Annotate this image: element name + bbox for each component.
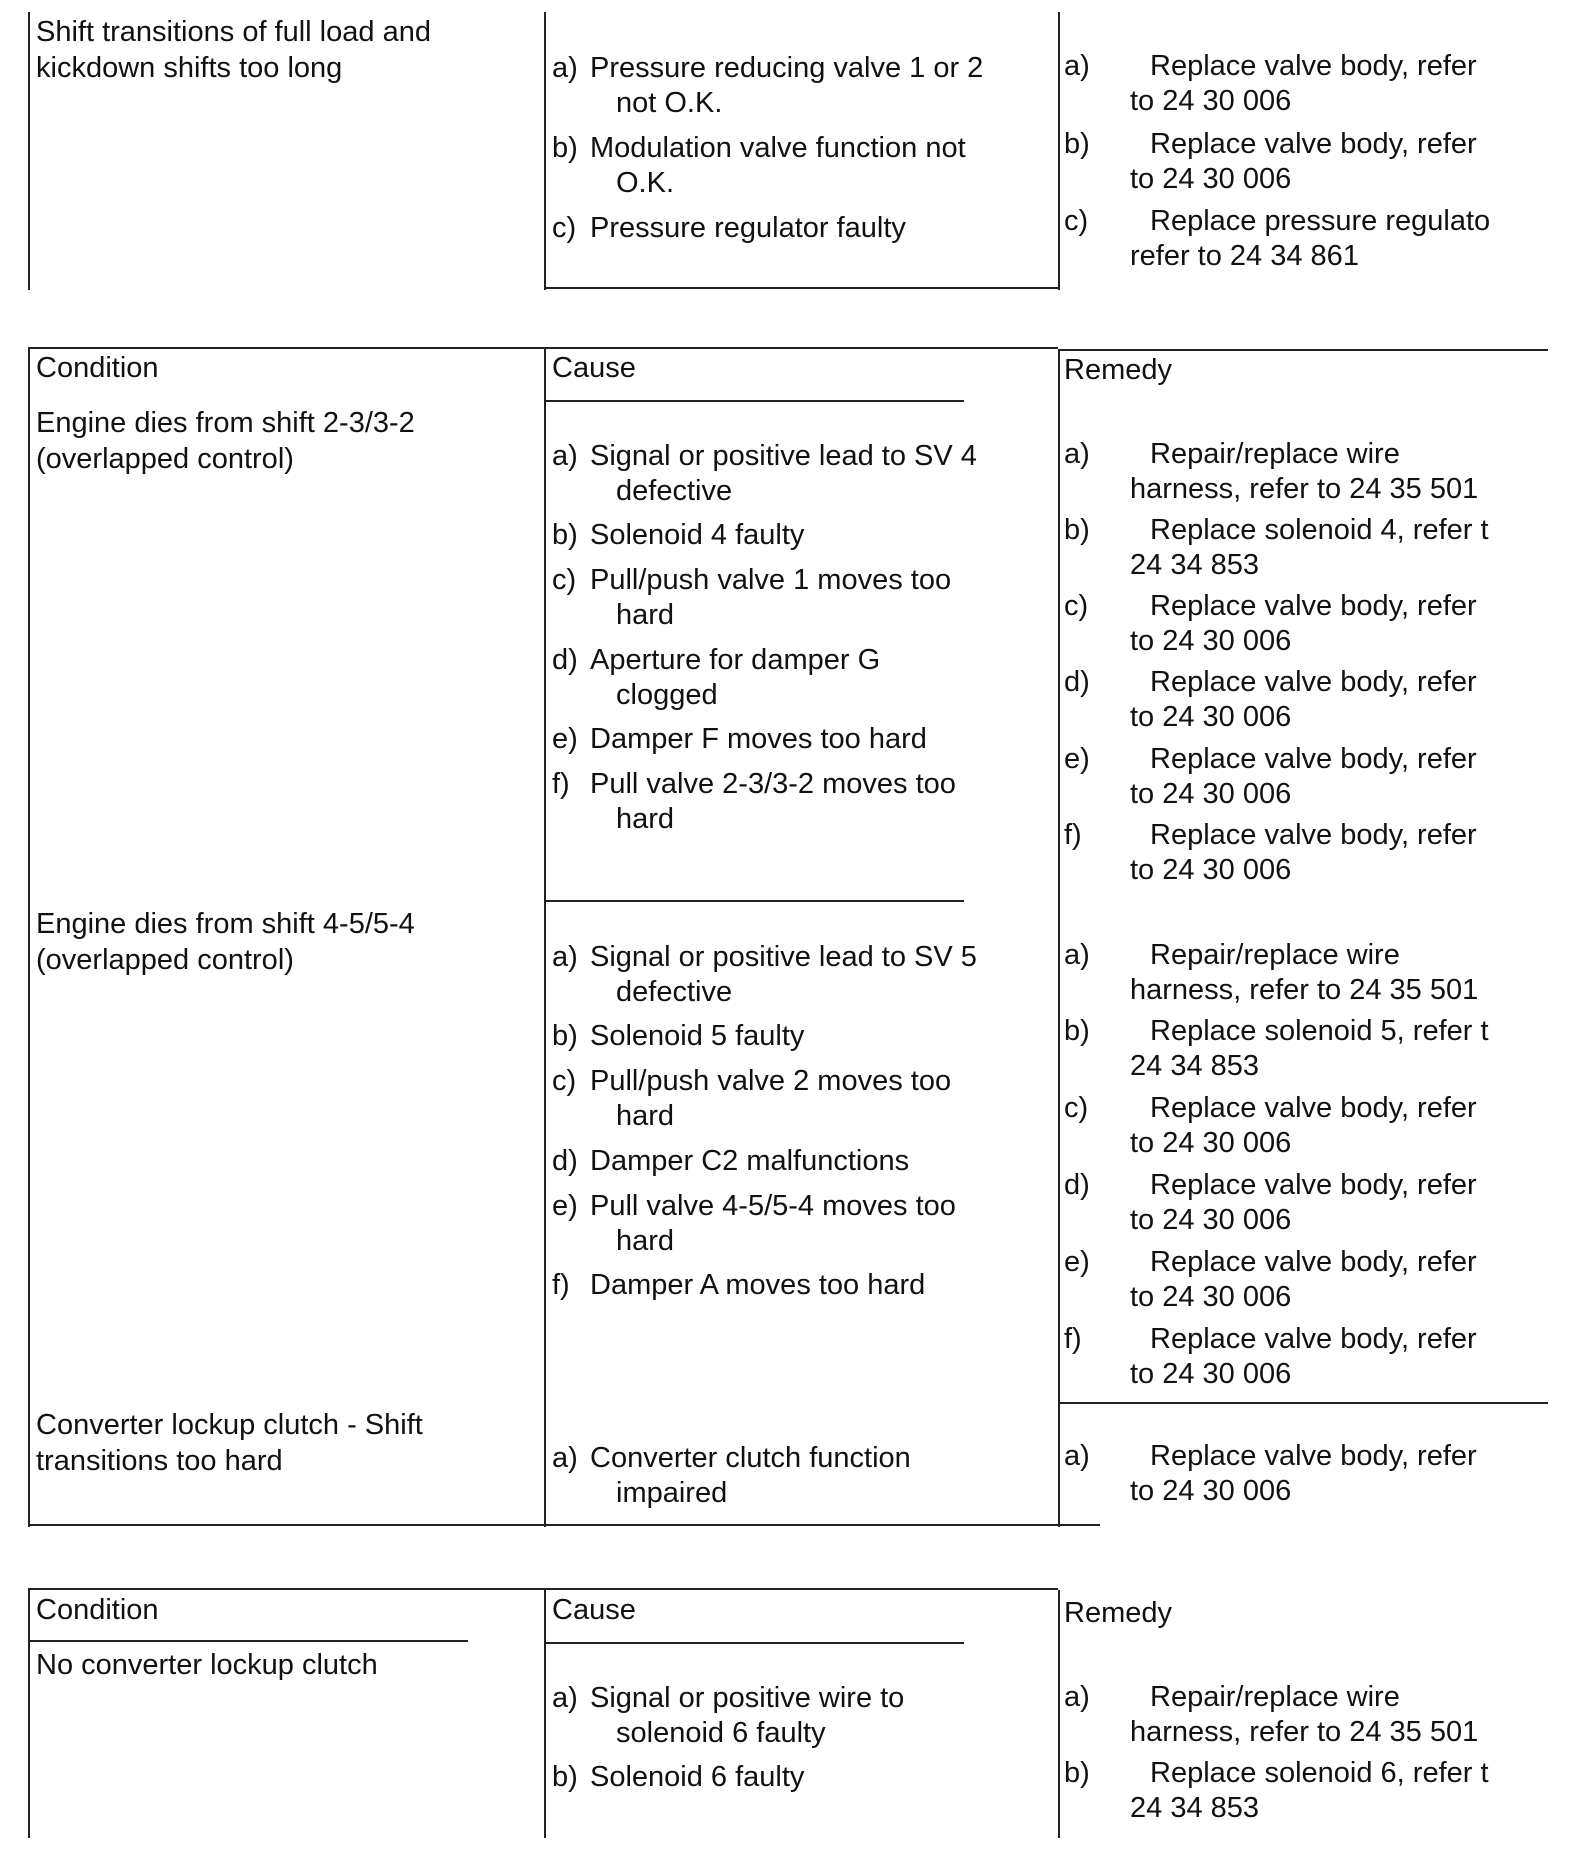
divider: [544, 347, 546, 1527]
divider: [544, 12, 546, 290]
header-condition: Condition: [36, 352, 159, 384]
divider: [1058, 12, 1060, 290]
divider: [1058, 1590, 1060, 1838]
divider: [544, 400, 964, 402]
divider: [1058, 1402, 1548, 1404]
condition-text: Engine dies from shift 2-3/3-2 (overlapped control): [36, 407, 415, 475]
header-remedy: Remedy: [1064, 1597, 1172, 1629]
header-condition: Condition: [36, 1594, 159, 1626]
condition-text: Engine dies from shift 4-5/5-4 (overlapped control): [36, 908, 415, 976]
divider: [28, 347, 30, 1527]
divider: [28, 347, 544, 349]
divider: [1058, 349, 1548, 351]
divider: [28, 1588, 544, 1590]
divider: [28, 1524, 1100, 1526]
header-cause: Cause: [552, 1594, 636, 1626]
header-cause: Cause: [552, 352, 636, 384]
condition-text: Shift transitions of full load and kickdown shifts too long: [36, 16, 431, 84]
divider: [544, 347, 1058, 349]
divider: [544, 287, 1058, 289]
divider: [544, 900, 964, 902]
header-remedy: Remedy: [1064, 354, 1172, 386]
divider: [544, 1588, 546, 1838]
divider: [544, 1588, 1058, 1590]
divider: [544, 1642, 964, 1644]
divider: [28, 1588, 30, 1838]
divider: [1058, 349, 1060, 1527]
divider: [28, 1640, 468, 1642]
condition-text: No converter lockup clutch: [36, 1649, 378, 1681]
divider: [28, 12, 30, 290]
condition-text: Converter lockup clutch - Shift transitions too hard: [36, 1409, 423, 1477]
